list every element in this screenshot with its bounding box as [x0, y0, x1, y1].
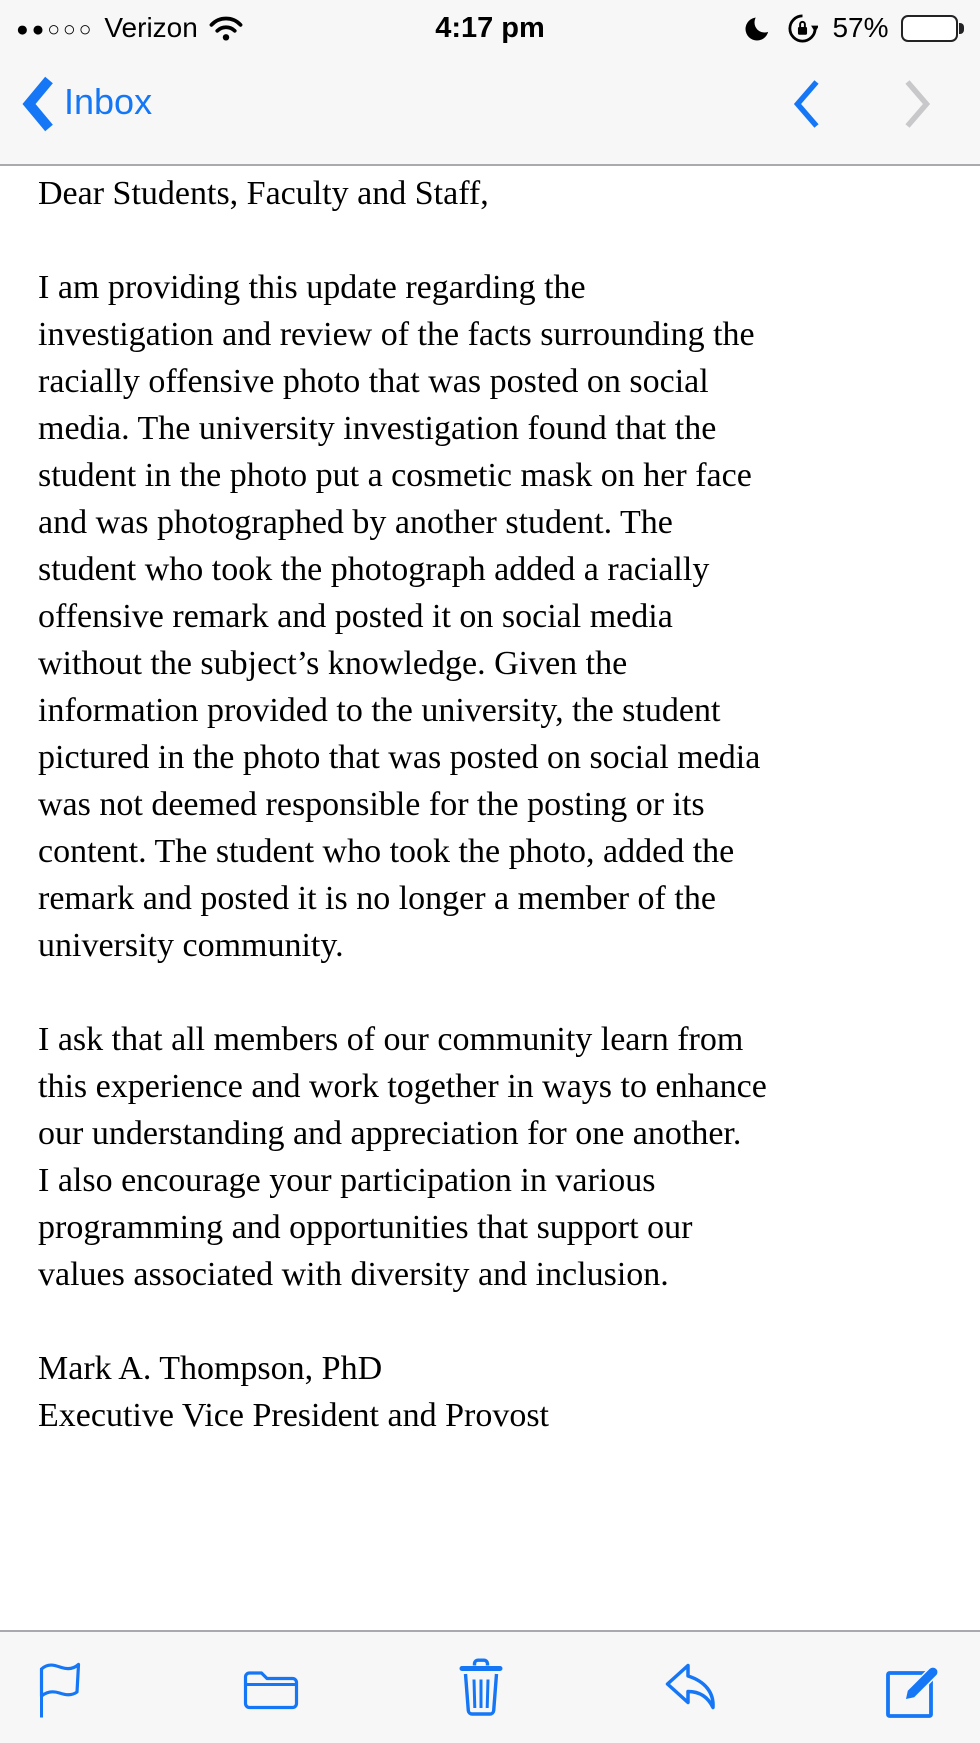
folder-icon: [242, 1665, 300, 1711]
email-body-line: information provided to the university, the student: [38, 692, 721, 729]
flag-icon: [36, 1656, 84, 1720]
back-button[interactable]: [22, 76, 152, 132]
compose-button[interactable]: [884, 1657, 944, 1719]
status-left-group: [16, 12, 244, 44]
email-paragraph: [38, 264, 944, 969]
reply-button[interactable]: [662, 1660, 726, 1716]
reply-arrow-icon: [662, 1660, 726, 1716]
email-body-line: I am providing this update regarding the: [38, 269, 586, 306]
trash-icon: [458, 1657, 504, 1719]
email-body-line: racially offensive photo that was posted on social: [38, 363, 709, 400]
email-body-line: Executive Vice President and Provost: [38, 1397, 549, 1434]
orientation-lock-icon: [787, 13, 818, 44]
email-body-line: media. The university investigation found that the: [38, 410, 717, 447]
wifi-icon: [208, 15, 244, 42]
nav-bar: [0, 50, 980, 164]
email-paragraph: [38, 1345, 944, 1439]
email-body-line: and was photographed by another student. The: [38, 504, 673, 541]
email-body-line: values associated with diversity and inclusion.: [38, 1256, 669, 1293]
email-body-line: pictured in the photo that was posted on social media: [38, 739, 761, 776]
status-bar: [0, 0, 980, 50]
previous-message-chevron-icon: [794, 79, 820, 129]
back-chevron-icon: [22, 76, 54, 132]
email-body-line: content. The student who took the photo, added the: [38, 833, 735, 870]
email-body-line: programming and opportunities that support our: [38, 1209, 693, 1246]
back-button-label: Inbox: [64, 81, 153, 122]
bottom-toolbar: [0, 1630, 980, 1743]
move-to-folder-button[interactable]: [242, 1665, 300, 1711]
do-not-disturb-moon-icon: [743, 12, 775, 44]
email-body-line: university community.: [38, 927, 344, 964]
email-body-line: I ask that all members of our community learn from: [38, 1021, 744, 1058]
cell-signal-dots-icon: ●●○○○: [16, 17, 95, 41]
email-body-line: without the subject’s knowledge. Given the: [38, 645, 628, 682]
next-message-chevron-icon: [904, 79, 930, 129]
battery-percent-label: 57%: [832, 12, 889, 43]
email-body-line: this experience and work together in ways to enhance: [38, 1068, 767, 1105]
next-message-button[interactable]: [892, 79, 942, 129]
email-body-line: offensive remark and posted it on social media: [38, 598, 673, 635]
carrier-label: Verizon: [104, 12, 198, 43]
message-nav-group: [782, 79, 942, 129]
email-body-line: remark and posted it is no longer a member of the: [38, 880, 716, 917]
flag-button[interactable]: [36, 1656, 84, 1720]
email-body-line: student in the photo put a cosmetic mask on her face: [38, 457, 752, 494]
compose-icon: [884, 1657, 944, 1719]
battery-icon: [901, 15, 965, 42]
email-body-line: Dear Students, Faculty and Staff,: [38, 175, 489, 212]
top-chrome: [0, 0, 980, 166]
email-body-line: Mark A. Thompson, PhD: [38, 1350, 383, 1387]
clock-label: 4:17 pm: [435, 11, 545, 44]
delete-button[interactable]: [458, 1657, 504, 1719]
email-body-line: I also encourage your participation in various: [38, 1162, 656, 1199]
previous-message-button[interactable]: [782, 79, 832, 129]
email-body-line: investigation and review of the facts surrounding the: [38, 316, 755, 353]
email-paragraph: [38, 170, 944, 217]
email-body-line: our understanding and appreciation for one another.: [38, 1115, 742, 1152]
email-body-line: was not deemed responsible for the posting or its: [38, 786, 705, 823]
email-body: [0, 166, 980, 1630]
email-paragraph: [38, 1016, 944, 1298]
status-right-group: [743, 12, 964, 44]
email-body-line: student who took the photograph added a racially: [38, 551, 710, 588]
